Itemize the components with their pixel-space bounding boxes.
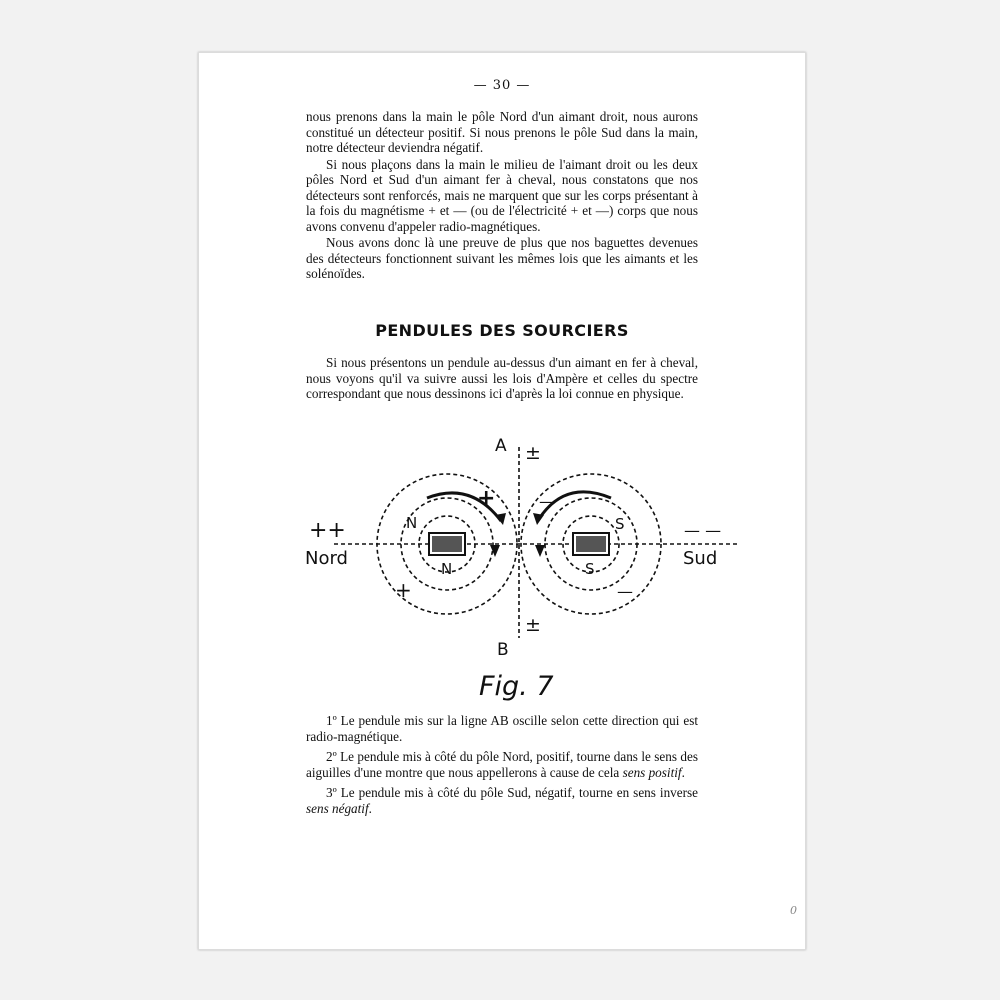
left-plus-signs: ++: [309, 518, 346, 543]
label-nord: Nord: [305, 548, 348, 569]
item-2-emphasis: sens positif: [622, 764, 682, 780]
label-sud: Sud: [683, 548, 718, 569]
item-2: [306, 749, 698, 780]
arrowhead-left: [495, 513, 506, 525]
section-intro-block: [306, 355, 698, 402]
figure-caption: Fig. 7: [479, 671, 554, 702]
page-number: — 30 —: [473, 78, 531, 93]
item-1: 1º Le pendule mis sur la ligne AB oscille selon cette direction qui est radio-magnétique.: [306, 713, 698, 744]
right-minus-signs: — —: [684, 521, 722, 540]
south-magnet-block: [573, 533, 609, 555]
minus-sign-top: —: [539, 492, 555, 511]
paragraph-4: Si nous présentons un pendule au-dessus d'un aimant en fer à cheval, nous voyons qu'il va suivre aussi les lois d'Ampère et celles du spectre correspondant que nous dessinons ici d'après la loi connue en physique.: [306, 355, 698, 401]
paragraph-1: nous prenons dans la main le pôle Nord d'un aimant droit, nous aurons constitué un détecteur positif. Si nous prenons le pôle Sud dans la main, notre détecteur deviendra négatif.: [306, 109, 698, 155]
item-2-text: 2º Le pendule mis à côté du pôle Nord, positif, tourne dans le sens des aiguilles d'une montre que nous appellerons à cause de cela: [306, 749, 698, 780]
label-n-upper: N: [406, 514, 418, 532]
arrowhead-down-left: [490, 545, 500, 557]
label-b: B: [497, 640, 509, 660]
corner-mark: 0: [790, 904, 797, 917]
document-page: [198, 52, 806, 950]
label-s-upper: S: [615, 515, 625, 533]
item-3-text: 3º Le pendule mis à côté du pôle Sud, négatif, tourne en sens inverse: [326, 785, 698, 800]
plus-minus-top: ±: [525, 442, 541, 464]
paragraph-2: Si nous plaçons dans la main le milieu de l'aimant droit ou les deux pôles Nord et Sud d'un aimant fer à cheval, nous constatons que nos détecteurs sont renforcés, mais ne marquent que sur les corps présentant à la fois du magnétisme + et — (ou de l'électricité + et —) corps que nous avons convenu d'appeler radio-magnétiques.: [306, 156, 698, 234]
intro-text-block: [306, 109, 698, 282]
item-3-end: .: [368, 800, 372, 816]
plus-sign-bottom: +: [395, 578, 412, 602]
label-s-lower: S: [585, 560, 595, 578]
paragraph-3: Nous avons donc là une preuve de plus que nos baguettes devenues des détecteurs fonctionnent suivant les mêmes lois que les aimants et les solénoïdes.: [306, 235, 698, 281]
plus-sign-top: +: [477, 486, 496, 511]
item-2-end: .: [681, 764, 685, 780]
plus-minus-bottom: ±: [525, 614, 541, 636]
item-3: [306, 785, 698, 816]
north-magnet-block: [429, 533, 465, 555]
item-3-emphasis: sens négatif: [306, 800, 369, 816]
section-heading: PENDULES DES SOURCIERS: [375, 321, 629, 340]
label-n-lower: N: [441, 560, 453, 578]
label-a: A: [495, 436, 507, 456]
arrowhead-right: [533, 513, 544, 525]
list-text-block: [306, 713, 698, 816]
magnet-field-figure: [299, 433, 739, 703]
minus-sign-bottom: —: [617, 582, 633, 601]
arrowhead-down: [535, 545, 545, 557]
